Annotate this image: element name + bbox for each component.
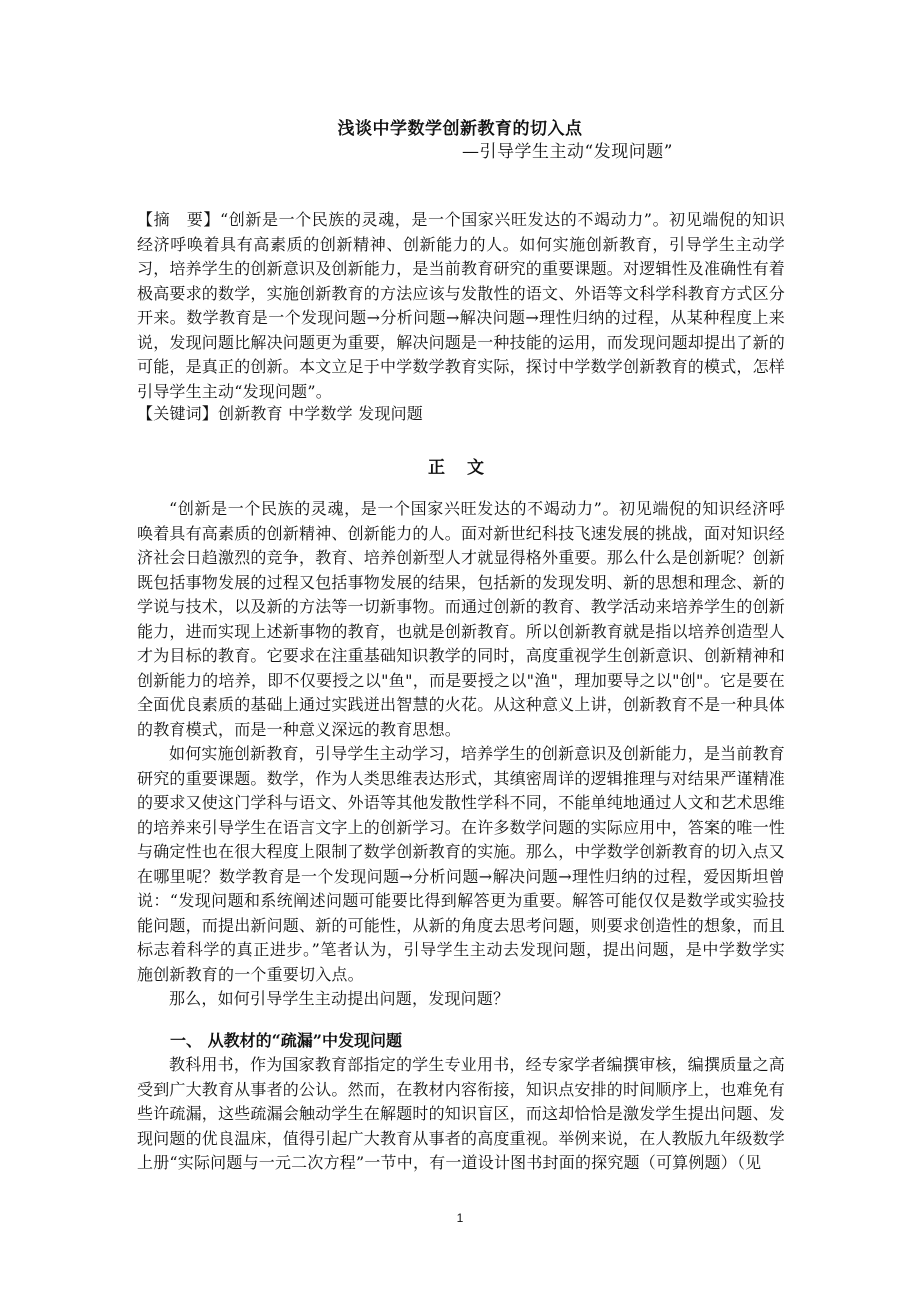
keywords-line: 【关键词】创新教育 中学数学 发现问题	[137, 404, 423, 423]
main-text-heading: 正 文	[428, 458, 492, 478]
abstract-paragraph: 【摘 要】“创新是一个民族的灵魂，是一个国家兴旺发达的不竭动力”。初见端倪的知识经济呼唤着具有高素质的创新精神、创新能力的人。如何实施创新教育，引导学生主动学习，培养学生的创新意识及创新能力，是当前教育研究的重要课题。对逻辑性及准确性有着极高要求的数学，实施创新教育的方法应该与发散性的语文、外语等文科学科教育方式区分开来。数学教育是一个发现问题→分析问题→解决问题→理性归纳的过程，从某种程度上来说，发现问题比解决问题更为重要，解决问题是一种技能的运用，而发现问题却提出了新的可能，是真正的创新。本文立足于中学数学教育实际，探讨中学数学创新教育的模式，怎样引导学生主动“发现问题”。	[137, 210, 786, 401]
page-number: 1	[456, 1211, 464, 1225]
section-one-heading: 一、 从教材的“疏漏”中发现问题	[170, 1031, 402, 1050]
document-subtitle: —引导学生主动“发现问题”	[462, 142, 673, 162]
document-title: 浅谈中学数学创新教育的切入点	[337, 119, 583, 139]
section-one-paragraph: 教科用书，作为国家教育部指定的学生专业用书，经专家学者编撰审核，编撰质量之高受到广大教育从事者的公认。然而，在教材内容衔接，知识点安排的时间顺序上，也难免有些许疏漏，这些疏漏会触动学生在解题时的知识盲区，而这却恰恰是激发学生提出问题、发现问题的优良温床，值得引起广大教育从事者的高度重视。举例来说，在人教版九年级数学上册“实际问题与一元二次方程”一节中，有一道设计图书封面的探究题（可算例题）（见	[137, 1055, 786, 1172]
body-paragraph: 那么，如何引导学生主动提出问题，发现问题？	[169, 989, 510, 1008]
body-paragraph: “创新是一个民族的灵魂，是一个国家兴旺发达的不竭动力”。初见端倪的知识经济呼唤着具有高素质的创新精神、创新能力的人。面对新世纪科技飞速发展的挑战，面对知识经济社会日趋激烈的竞争，教育、培养创新型人才就显得格外重要。那么什么是创新呢？创新既包括事物发展的过程又包括事物发展的结果，包括新的发现发明、新的思想和理念、新的学说与技术，以及新的方法等一切新事物。而通过创新的教育、教学活动来培养学生的创新能力，进而实现上述新事物的教育，也就是创新教育。所以创新教育就是指以培养创造型人才为目标的教育。它要求在注重基础知识教学的同时，高度重视学生创新意识、创新精神和创新能力的培养，即不仅要授之以"鱼"，而是要授之以"渔"，理加要导之以"创"。它是要在全面优良素质的基础上通过实践迸出智慧的火花。从这种意义上讲，创新教育不是一种具体的教育模式，而是一种意义深远的教育思想。	[137, 499, 786, 739]
section-one-text	[137, 1053, 785, 1176]
body-paragraph: 如何实施创新教育，引导学生主动学习，培养学生的创新意识及创新能力，是当前教育研究的重要课题。数学，作为人类思维表达形式，其缜密周详的逻辑推理与对结果严谨精准的要求又使这门学科与语文、外语等其他发散性学科不同，不能单纯地通过人文和艺术思维的培养来引导学生在语言文字上的创新学习。在许多数学问题的实际应用中，答案的唯一性与确定性也在很大程度上限制了数学创新教育的实施。那么，中学数学创新教育的切入点又在哪里呢？数学教育是一个发现问题→分析问题→解决问题→理性归纳的过程，爱因斯坦曾说：“发现问题和系统阐述问题可能要比得到解答更为重要。解答可能仅仅是数学或实验技能问题，而提出新问题、新的可能性，从新的角度去思考问题，则要求创造性的想象，而且标志着科学的真正进步。”笔者认为，引导学生主动去发现问题，提出问题，是中学数学实施创新教育的一个重要切入点。	[137, 744, 786, 984]
body-text	[137, 497, 785, 1012]
